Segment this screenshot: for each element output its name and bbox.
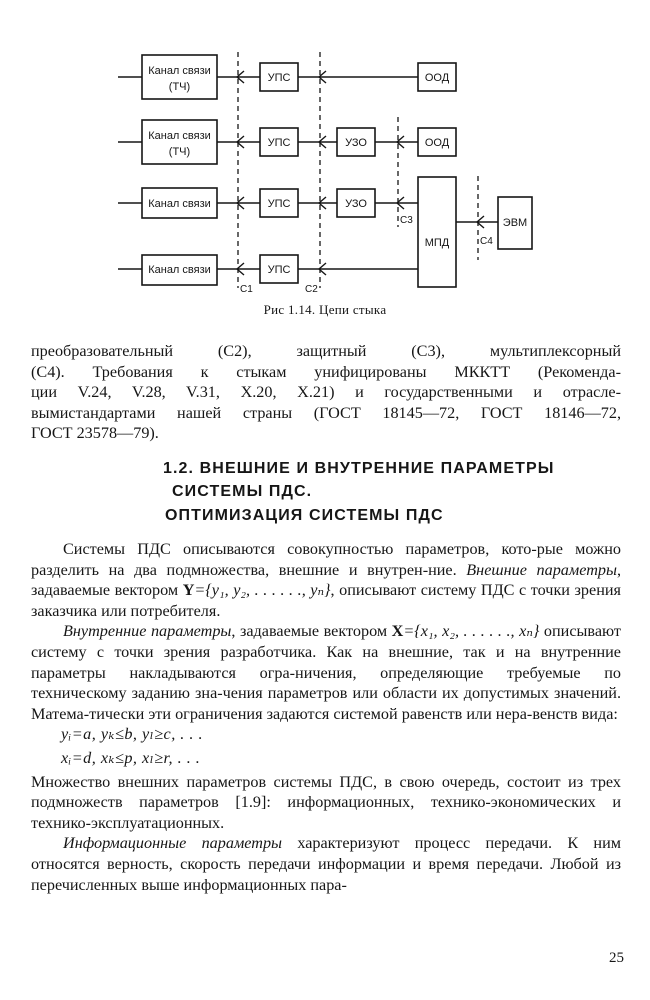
ood-1-label: ООД [424,72,450,84]
ood-2-label: ООД [424,137,450,149]
formula-2: xᵢ=d, xₖ≤p, xₗ≥r, . . . [61,748,201,767]
ups-3-label: УПС [267,198,291,210]
point-c1-label: C1 [240,284,253,295]
channel-2-label-line2: (ТЧ) [168,146,191,158]
ups-2-label: УПС [267,137,291,149]
paragraph-1 [31,341,621,444]
paragraph-1-line-2: (С4). Требования к стыкам унифицированы МККТТ (Рекоменда- [31,362,621,381]
paragraph-3-text-b: описывают систему с точки зрения разработчика. Как на внешние, так и на внутренние параметры накладываются огра-ничения, определяющие требуемые по техническому заданию зна-чения параметров или области их допустимых значений. Матема-тически эти ограничения задаются системой равенств или нера-венств вида: [31,622,621,723]
paragraph-3 [31,621,621,724]
paragraph-2-term: Внешние параметры [466,560,617,579]
paragraph-1-line-3: ции V.24, V.28, V.31, X.20, X.21) и государственными и отрасле- [31,383,621,402]
channel-2-label-line1: Канал связи [148,130,211,142]
channel-4-label: Канал связи [148,264,211,276]
paragraph-1-line-4: вымистандартами нашей страны (ГОСТ 18145—72, ГОСТ 18146—72, [31,403,621,422]
ups-1-label: УПС [267,72,291,84]
mpd-block [418,177,456,287]
body-text [31,539,621,895]
paragraph-5-text: характеризуют процесс передачи. К ним относятся верность, скорость передачи информации и время передачи. Любой из перечисленных выше информационных пара- [31,834,621,894]
uzo-2-label: УЗО [345,137,367,149]
section-heading-line-2: СИСТЕМЫ ПДС. [172,483,313,500]
section-heading-line-3: ОПТИМИЗАЦИЯ СИСТЕМЫ ПДС [165,507,444,524]
channel-1-label-line1: Канал связи [148,65,211,77]
paragraph-5 [31,833,621,895]
paragraph-3-text-a: , задаваемые вектором [231,622,392,641]
paragraph-2-text-c: , описывают систему ПДС с точки зрения заказчика или потребителя. [31,581,621,620]
paragraph-1-line-1: преобразовательный (С2), защитный (С3), мультиплексорный [31,342,621,360]
paragraph-2 [31,539,621,621]
mpd-label: МПД [424,237,450,249]
paragraph-2-vector: Y [182,581,195,600]
point-c3-label: C3 [400,215,413,226]
paragraph-2-text-b: , задаваемые вектором [31,560,621,600]
uzo-3-label: УЗО [345,198,367,210]
paragraph-2-text-a: Системы ПДС описываются совокупностью параметров, кото-рые можно разделить на два подмножества, внешние и внутрен-ние. [31,540,621,579]
paragraph-4: Множество внешних параметров системы ПДС, в свою очередь, состоит из трех подмножеств параметров [1.9]: информационных, технико-экономических и технико-эксплуатационных. [31,772,621,832]
ups-4-label: УПС [267,264,291,276]
section-heading [163,457,623,527]
figure-caption: Рис 1.14. Цепи стыка [263,302,387,317]
interface-circuits-diagram [100,40,560,310]
section-heading-line-1: 1.2. ВНЕШНИЕ И ВНУТРЕННИЕ ПАРАМЕТРЫ [163,460,555,477]
channel-1-label-line2: (ТЧ) [168,81,191,93]
paragraph-3-term: Внутренние параметры [63,622,232,641]
diagram-svg [100,40,560,310]
paragraph-5-term: Информационные параметры [63,834,283,853]
formula-1: yᵢ=a, yₖ≤b, yₗ≥c, . . . [61,725,204,744]
paragraph-3-vector: X [391,622,404,641]
paragraph-1-line-5: ГОСТ 23578—79). [31,424,159,443]
point-c2-label: C2 [305,284,318,295]
paragraph-2-set: ={y₁, y₂, . . . . . ., yₙ} [194,581,331,600]
evm-label: ЭВМ [502,217,528,229]
point-c4-label: C4 [480,236,493,247]
page-number: 25 [609,950,624,966]
channel-3-label: Канал связи [148,198,211,210]
paragraph-3-set: ={x₁, x₂, . . . . . ., xₙ} [403,622,540,641]
